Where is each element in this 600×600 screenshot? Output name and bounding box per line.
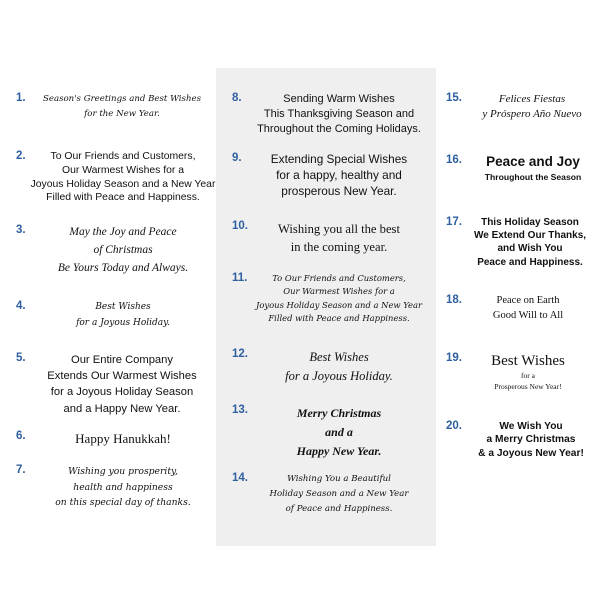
greeting-number: 1. (16, 92, 26, 104)
greeting-line: Wishing you prosperity, (68, 466, 178, 477)
greeting-line: for a Joyous Holiday. (76, 317, 170, 328)
greeting-line: a Merry Christmas (486, 434, 576, 446)
greeting-line: Good Will to All (492, 309, 564, 321)
greeting-line: This Holiday Season (481, 217, 579, 228)
greeting-line: for a happy, healthy and (276, 167, 402, 182)
column-1 (0, 68, 216, 546)
greeting-number: 7. (16, 464, 26, 476)
greeting-line: of Christmas (93, 243, 153, 256)
greeting-text (34, 300, 212, 332)
greeting-line: in the coming year. (290, 240, 388, 255)
greeting-line: Sending Warm Wishes (283, 93, 395, 105)
greeting-line: Joyous Holiday Season and a New Year (256, 299, 422, 310)
greeting-line: y Próspero Año Nuevo (482, 108, 582, 121)
greeting-number: 17. (446, 216, 462, 228)
greetings-sheet (0, 68, 600, 546)
greeting-line: Filled with Peace and Happiness. (46, 192, 200, 204)
greeting-line: health and happiness (73, 481, 173, 493)
greeting-line: Best Wishes (309, 350, 369, 364)
greeting-line: Peace and Happiness. (477, 256, 583, 268)
greeting-line: on this special day of thanks. (55, 497, 191, 509)
greeting-text (34, 430, 212, 448)
greeting-line: for a Joyous Holiday Season (50, 386, 194, 399)
greeting-line: prosperous New Year. (281, 183, 397, 198)
greeting-number: 5. (16, 352, 26, 364)
greeting-number: 14. (232, 472, 248, 484)
greeting-text (466, 154, 600, 183)
greeting-number: 13. (232, 404, 248, 416)
greeting-number: 8. (232, 92, 242, 104)
greeting-number: 18. (446, 294, 462, 306)
greeting-text (246, 348, 432, 386)
greeting-text (246, 472, 432, 517)
greeting-line: Our Warmest Wishes for a (283, 286, 395, 297)
greeting-line: of Peace and Happiness. (285, 504, 393, 515)
greeting-line: Joyous Holiday Season and a New Year (30, 178, 216, 190)
greeting-text (34, 92, 210, 121)
greeting-line: Peace and Joy (486, 154, 580, 169)
greeting-line: Be Yours Today and Always. (57, 261, 189, 274)
greeting-text (466, 92, 598, 123)
greeting-line: This Thanksgiving Season and (263, 107, 415, 120)
greeting-number: 10. (232, 220, 248, 232)
greeting-text (462, 420, 600, 460)
greeting-text (32, 352, 212, 417)
greeting-text (246, 152, 432, 200)
greeting-number: 11. (232, 272, 248, 284)
greeting-number: 19. (446, 352, 462, 364)
greeting-text (34, 464, 212, 511)
greeting-line: & a Joyous New Year! (478, 447, 584, 459)
greeting-line: We Extend Our Thanks, (473, 230, 587, 242)
greeting-text (246, 272, 432, 326)
greeting-text (246, 404, 432, 462)
greeting-line: Extends Our Warmest Wishes (47, 370, 197, 383)
greeting-line: Best Wishes (491, 353, 565, 369)
greeting-number: 15. (446, 92, 462, 104)
greeting-line: Happy Hanukkah! (75, 431, 171, 446)
greeting-line: Extending Special Wishes (270, 152, 408, 166)
greeting-line: Happy New Year. (296, 444, 382, 459)
greeting-text (34, 224, 212, 277)
greeting-number: 4. (16, 300, 26, 312)
greeting-line: Throughout the Coming Holidays. (257, 122, 421, 135)
greeting-number: 9. (232, 152, 242, 164)
greeting-text (246, 92, 432, 137)
column-2 (216, 68, 436, 546)
greeting-number: 3. (16, 224, 26, 236)
greeting-line: Wishing you all the best (278, 222, 400, 236)
greeting-line: for the New Year. (84, 108, 160, 119)
greeting-number: 16. (446, 154, 462, 166)
greeting-line: May the Joy and Peace (69, 226, 177, 238)
greeting-line: Filled with Peace and Happiness. (268, 313, 410, 324)
greeting-line: and Wish You (497, 243, 563, 255)
greeting-text (246, 220, 432, 257)
greeting-line: We Wish You (499, 421, 563, 432)
greeting-line: Peace on Earth (496, 295, 560, 306)
greeting-line: and a (325, 425, 353, 440)
greeting-line: Season's Greetings and Best Wishes (42, 94, 201, 104)
greeting-text (466, 352, 590, 393)
greeting-line: for a (521, 371, 535, 380)
greeting-line: Prosperous New Year! (494, 382, 562, 391)
greeting-line: To Our Friends and Customers, (272, 273, 406, 283)
greeting-text (466, 294, 590, 323)
column-3 (436, 68, 600, 546)
greeting-number: 20. (446, 420, 462, 432)
greeting-line: Best Wishes (95, 302, 151, 312)
greeting-line: Wishing You a Beautiful (287, 474, 391, 484)
greeting-line: Our Entire Company (71, 354, 173, 366)
greeting-number: 12. (232, 348, 248, 360)
greeting-text (460, 216, 600, 269)
greeting-number: 6. (16, 430, 26, 442)
greeting-line: Throughout the Season (484, 171, 582, 182)
greeting-line: for a Joyous Holiday. (285, 368, 393, 383)
greeting-line: Merry Christmas (296, 406, 382, 420)
greeting-line: Holiday Season and a New Year (269, 489, 409, 500)
greeting-line: Our Warmest Wishes for a (61, 164, 184, 176)
greeting-line: and a Happy New Year. (63, 402, 181, 415)
greeting-number: 2. (16, 150, 26, 162)
greeting-line: Felices Fiestas (498, 93, 566, 105)
greeting-line: To Our Friends and Customers, (50, 151, 196, 162)
greeting-text (30, 150, 216, 205)
